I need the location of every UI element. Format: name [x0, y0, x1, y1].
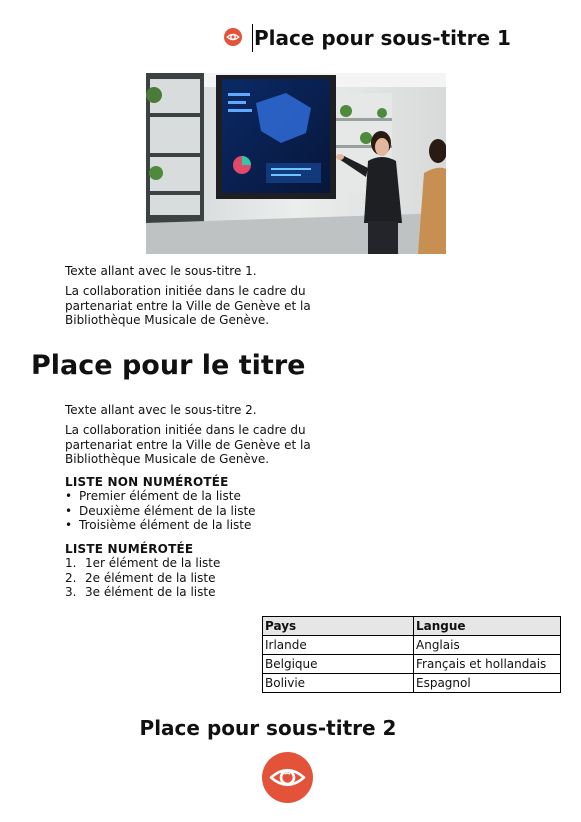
table-row [263, 636, 561, 655]
subtitle-1-paragraph: La collaboration initiée dans le cadre du partenariat entre la Ville de Genève et la Bibliothèque Musicale de Genève. [65, 284, 311, 327]
table-cell: Irlande [263, 636, 414, 655]
table-cell: Français et hollandais [414, 655, 561, 674]
table-cell: Anglais [414, 636, 561, 655]
subtitle-2: Place pour sous-titre 2 [139, 716, 397, 740]
page-title: Place pour le titre [31, 350, 306, 381]
list-item: 2. 2e élément de la liste [65, 570, 216, 585]
list-item: 3. 3e élément de la liste [65, 585, 216, 600]
list-item: 1. 1er élément de la liste [65, 556, 221, 570]
table-row [263, 674, 561, 693]
photo-meeting-dashboard [146, 73, 446, 254]
list-item: • Premier élément de la liste [65, 489, 241, 503]
list-item: • Troisième élément de la liste [65, 518, 252, 533]
unordered-list-heading: LISTE NON NUMÉROTÉE [65, 475, 229, 489]
table-row [263, 655, 561, 674]
text-cursor [252, 24, 253, 52]
eye-icon [224, 28, 242, 46]
ordered-list [65, 556, 220, 600]
eye-icon [262, 752, 313, 803]
unordered-list [65, 489, 256, 533]
subtitle-1: Place pour sous-titre 1 [254, 26, 511, 50]
table-header-cell: Pays [263, 617, 414, 636]
table-cell: Bolivie [263, 674, 414, 693]
subtitle-2-paragraph: La collaboration initiée dans le cadre du partenariat entre la Ville de Genève et la Bibliothèque Musicale de Genève. [65, 423, 311, 466]
list-item: • Deuxième élément de la liste [65, 503, 256, 518]
subtitle-1-text: Texte allant avec le sous-titre 1. [65, 264, 257, 278]
table-header-row [263, 617, 561, 636]
table-cell: Espagnol [414, 674, 561, 693]
languages-table [262, 616, 561, 693]
ordered-list-heading: LISTE NUMÉROTÉE [65, 542, 194, 556]
subtitle-2-text: Texte allant avec le sous-titre 2. [65, 403, 257, 417]
table-header-cell: Langue [414, 617, 561, 636]
table-cell: Belgique [263, 655, 414, 674]
